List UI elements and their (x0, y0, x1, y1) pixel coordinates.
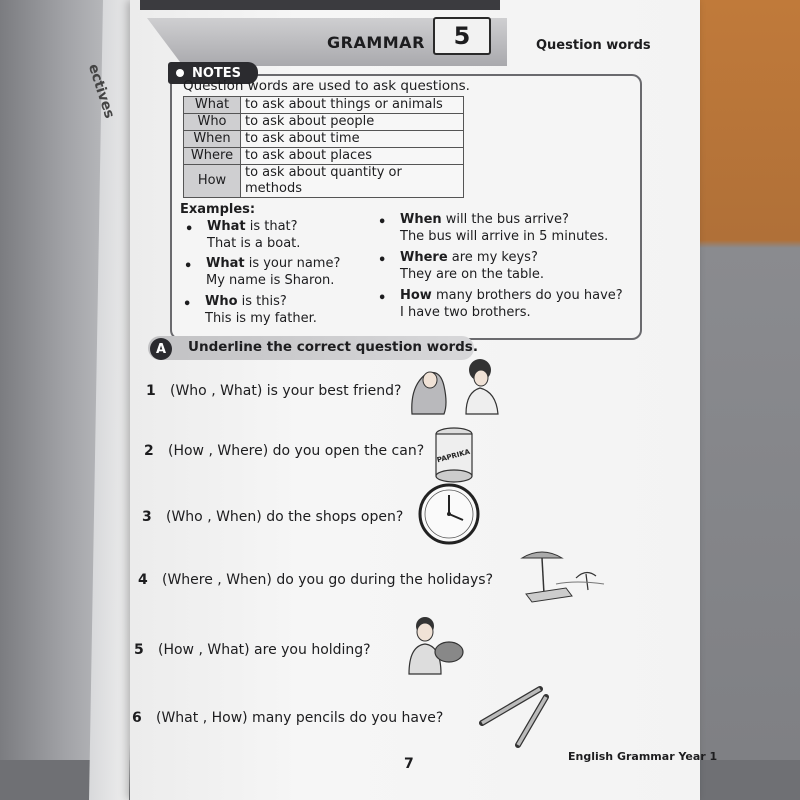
question-words-table (183, 96, 464, 198)
example-answer: My name is Sharon. (206, 273, 335, 288)
question-number: 1 (146, 383, 156, 399)
example-question: is that? (245, 219, 298, 234)
bullet-icon: • (183, 297, 192, 312)
question-item (144, 443, 424, 459)
question-text[interactable]: (Who , What) is your best friend? (170, 383, 402, 399)
topic-title: Question words (536, 38, 651, 53)
example-item (184, 255, 341, 289)
example-question-word: When (400, 212, 442, 227)
question-word: What (184, 97, 241, 114)
question-word: How (184, 165, 241, 198)
table-row (184, 148, 464, 165)
question-word: Where (184, 148, 241, 165)
example-question-word: What (206, 256, 245, 271)
question-text[interactable]: (How , Where) do you open the can? (168, 443, 425, 459)
previous-page-label: ectives (84, 62, 118, 121)
boy-holding-object-icon (405, 614, 467, 676)
example-question: many brothers do you have? (431, 288, 623, 303)
background-right (690, 0, 800, 800)
question-item (142, 509, 403, 525)
friends-illustration-icon (404, 356, 506, 418)
question-number: 4 (138, 572, 148, 588)
question-word-use: to ask about people (241, 114, 464, 131)
question-item (146, 383, 401, 399)
question-text[interactable]: (Who , When) do the shops open? (166, 509, 404, 525)
examples-label: Examples: (180, 202, 256, 217)
question-number: 6 (132, 710, 142, 726)
example-answer: The bus will arrive in 5 minutes. (400, 229, 609, 244)
example-question: is this? (237, 294, 287, 309)
example-item (185, 218, 301, 252)
question-number: 3 (142, 509, 152, 525)
example-answer: They are on the table. (400, 267, 545, 282)
book-title: English Grammar Year 1 (568, 750, 718, 763)
example-item (378, 249, 545, 283)
question-item (134, 642, 371, 658)
example-question-word: Where (400, 250, 448, 265)
example-question: will the bus arrive? (441, 212, 569, 227)
bullet-icon: • (378, 253, 387, 268)
section-title: Underline the correct question words. (188, 339, 478, 355)
table-row (184, 131, 464, 148)
example-question-word: Who (205, 294, 238, 309)
question-text[interactable]: (What , How) many pencils do you have? (156, 710, 444, 726)
question-word-use: to ask about places (241, 148, 464, 165)
page-number: 7 (404, 756, 414, 772)
top-dark-bar (140, 0, 500, 10)
example-question-word: How (400, 288, 432, 303)
example-answer: I have two brothers. (400, 305, 531, 320)
question-text[interactable]: (How , What) are you holding? (158, 642, 371, 658)
beach-illustration-icon (516, 544, 606, 606)
notes-tab-label: NOTES (192, 65, 242, 81)
grammar-number: 5 (433, 17, 491, 55)
can-icon (430, 424, 478, 486)
table-row (184, 114, 464, 131)
question-word: When (184, 131, 241, 148)
example-item (378, 287, 623, 321)
question-word: Who (184, 114, 241, 131)
clock-icon (417, 482, 481, 546)
table-row (184, 165, 464, 198)
question-word-use: to ask about time (241, 131, 464, 148)
section-letter: A (150, 338, 172, 360)
bullet-icon: • (378, 291, 387, 306)
question-word-use: to ask about things or animals (241, 97, 464, 114)
example-item (183, 293, 317, 327)
question-text[interactable]: (Where , When) do you go during the holidays? (162, 572, 494, 588)
bullet-icon (176, 69, 184, 77)
example-question: are my keys? (447, 250, 538, 265)
can-label: PAPRIKA (436, 447, 471, 465)
bullet-icon: • (378, 215, 387, 230)
question-number: 5 (134, 642, 144, 658)
pencils-icon (478, 683, 552, 749)
example-question: is your name? (244, 256, 341, 271)
question-word-use: to ask about quantity or methods (241, 165, 464, 198)
grammar-label: GRAMMAR (327, 33, 425, 52)
example-answer: This is my father. (205, 311, 317, 326)
example-answer: That is a boat. (207, 236, 301, 251)
notes-intro: Question words are used to ask questions. (183, 78, 470, 94)
question-item (132, 710, 443, 726)
example-item (378, 211, 609, 245)
example-question-word: What (207, 219, 246, 234)
bullet-icon: • (184, 259, 193, 274)
bullet-icon: • (185, 222, 194, 237)
question-item (138, 572, 493, 588)
question-number: 2 (144, 443, 154, 459)
table-row (184, 97, 464, 114)
